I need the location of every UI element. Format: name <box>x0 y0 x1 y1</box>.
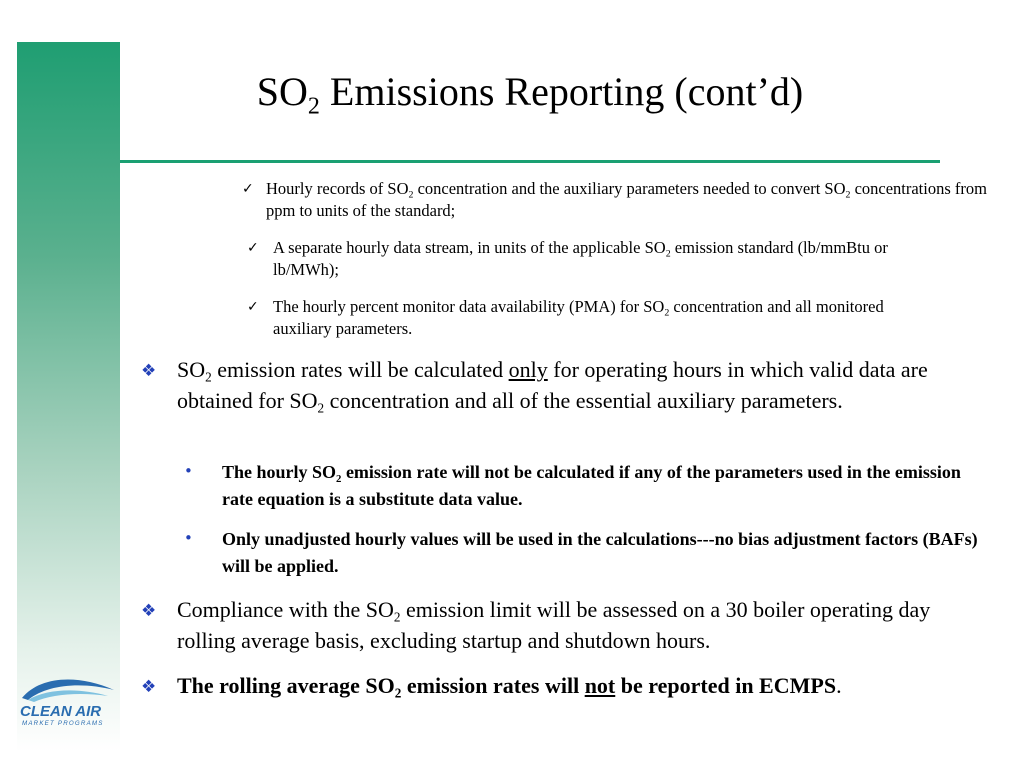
sub-bullet-item: • Only unadjusted hourly values will be used in the calculations---no bias adjustment factors (BAFs) will be applied. <box>222 526 982 580</box>
check-item: ✓ Hourly records of $SO_2$ concentration and the auxiliary parameters needed to convert $SO_2$ concentrations from ppm to units of the standard; <box>242 179 987 220</box>
diamond-bullet-icon: ❖ <box>141 601 157 621</box>
clean-air-logo <box>18 672 118 728</box>
dot-bullet-icon: • <box>184 529 193 547</box>
page-title: $SO_2$ Emissions Reporting (cont’d) <box>256 69 804 120</box>
checkmark-icon: ✓ <box>247 299 259 315</box>
logo-text-sub: MARKET PROGRAMS <box>22 720 104 727</box>
logo-text-main: CLEAN AIR <box>20 703 102 720</box>
sub-bullet-item: • The hourly $SO_2$ emission rate will not be calculated if any of the parameters used in the emission rate equation is a substitute data value. <box>222 459 982 513</box>
diamond-bullet-icon: ❖ <box>141 677 157 697</box>
checkmark-icon: ✓ <box>247 240 259 256</box>
bullet-item: ❖ The rolling average $SO_2$ emission rates will not be reported in ECMPS. <box>177 670 977 701</box>
checkmark-icon: ✓ <box>242 181 254 197</box>
dot-bullet-icon: • <box>184 462 193 480</box>
check-item: ✓ A separate hourly data stream, in units of the applicable $SO_2$ emission standard (lb/mmBtu or lb/MWh); <box>247 238 888 279</box>
sidebar-gradient <box>17 42 120 752</box>
bullet-item: ❖ Compliance with the $SO_2$ emission limit will be assessed on a 30 boiler operating day rolling average basis, excluding startup and shutdown hours. <box>141 597 931 653</box>
diamond-bullet-icon: ❖ <box>141 361 157 381</box>
title-divider <box>120 160 940 163</box>
bullet-item: ❖ $SO_2$ emission rates will be calculated only for operating hours in which valid data are obtained for $SO_2$ concentration and all of the essential auxiliary parameters. <box>141 357 928 416</box>
check-item: ✓ The hourly percent monitor data availability (PMA) for $SO_2$ concentration and all monitored auxiliary parameters. <box>247 297 884 338</box>
